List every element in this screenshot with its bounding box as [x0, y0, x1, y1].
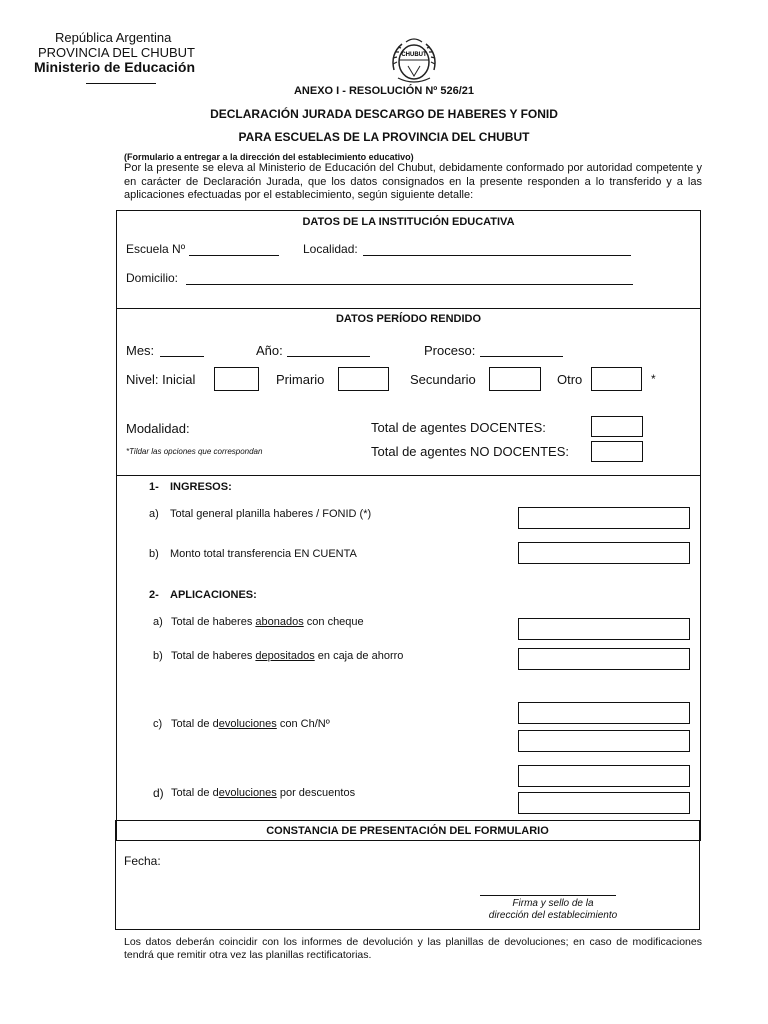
aplicaciones-c-field-1[interactable]	[518, 702, 690, 724]
aplicaciones-c-letter: c)	[153, 718, 163, 730]
aplicaciones-num: 2-	[149, 589, 159, 601]
primario-checkbox[interactable]	[338, 367, 389, 391]
firma-line[interactable]	[480, 895, 616, 896]
no-docentes-field[interactable]	[591, 441, 643, 462]
ingresos-num: 1-	[149, 481, 159, 493]
docentes-label: Total de agentes DOCENTES:	[371, 420, 546, 435]
no-docentes-label: Total de agentes NO DOCENTES:	[371, 444, 569, 459]
institucion-title: DATOS DE LA INSTITUCIÓN EDUCATIVA	[302, 216, 515, 228]
declaracion-title: DECLARACIÓN JURADA DESCARGO DE HABERES Y FONID	[210, 107, 558, 121]
modalidad-label: Modalidad:	[126, 421, 190, 436]
mes-field[interactable]	[160, 356, 204, 357]
ingresos-a-label: Total general planilla haberes / FONID (*)	[170, 508, 372, 520]
seal-text: CHUBUT	[401, 52, 427, 58]
aplicaciones-b-field[interactable]	[518, 648, 690, 670]
aplicaciones-c-field-2[interactable]	[518, 730, 690, 752]
nivel-inicial-label: Nivel: Inicial	[126, 372, 196, 387]
inicial-checkbox[interactable]	[214, 367, 259, 391]
tildar-note: *Tildar las opciones que correspondan	[126, 447, 263, 456]
domicilio-field[interactable]	[186, 284, 633, 285]
aplicaciones-title: APLICACIONES:	[170, 589, 257, 601]
localidad-label: Localidad:	[303, 242, 358, 256]
primario-label: Primario	[276, 372, 325, 387]
otro-asterisk: *	[651, 372, 656, 386]
anio-field[interactable]	[287, 356, 370, 357]
aplicaciones-d-label: Total de devoluciones por descuentos	[171, 787, 356, 799]
header-provincia: PROVINCIA DEL CHUBUT	[38, 45, 195, 60]
ingresos-a-field[interactable]	[518, 507, 690, 529]
anio-label: Año:	[256, 343, 283, 358]
header-ministerio: Ministerio de Educación	[34, 59, 196, 75]
aplicaciones-a-letter: a)	[153, 616, 163, 628]
aplicaciones-d-letter: d)	[153, 786, 164, 800]
firma-label-2: dirección del establecimiento	[488, 910, 618, 921]
ingresos-b-label: Monto total transferencia EN CUENTA	[170, 548, 357, 560]
aplicaciones-b-letter: b)	[153, 650, 163, 662]
ingresos-title: INGRESOS:	[170, 481, 232, 493]
fecha-label: Fecha:	[124, 854, 161, 868]
periodo-title: DATOS PERÍODO RENDIDO	[335, 313, 482, 325]
otro-label: Otro	[557, 372, 583, 387]
secundario-checkbox[interactable]	[489, 367, 541, 391]
ingresos-a-letter: a)	[149, 508, 159, 520]
constancia-title: CONSTANCIA DE PRESENTACIÓN DEL FORMULARIO	[266, 825, 549, 837]
chubut-seal-icon	[386, 36, 442, 86]
domicilio-label: Domicilio:	[126, 271, 179, 285]
aplicaciones-d-field-2[interactable]	[518, 792, 690, 814]
otro-checkbox[interactable]	[591, 367, 642, 391]
header-republica: República Argentina	[55, 30, 172, 45]
localidad-field[interactable]	[363, 255, 631, 256]
aplicaciones-a-field[interactable]	[518, 618, 690, 640]
ingresos-b-letter: b)	[149, 548, 159, 560]
firma-label-1: Firma y sello de la	[512, 898, 594, 909]
anexo-title: ANEXO I - RESOLUCIÓN Nº 526/21	[293, 85, 475, 97]
mes-label: Mes:	[126, 343, 155, 358]
ingresos-b-field[interactable]	[518, 542, 690, 564]
aplicaciones-a-label: Total de haberes abonados con cheque	[171, 616, 364, 628]
escuelas-title: PARA ESCUELAS DE LA PROVINCIA DEL CHUBUT	[238, 130, 530, 144]
footer-text: Los datos deberán coincidir con los informes de devolución y las planillas de devoluciones; en caso de modificaciones tendrá que remitir otra vez las planillas rectificatorias.	[124, 936, 702, 961]
proceso-field[interactable]	[480, 356, 563, 357]
aplicaciones-b-label: Total de haberes depositados en caja de ahorro	[171, 650, 404, 662]
aplicaciones-c-label: Total de devoluciones con Ch/Nº	[171, 718, 330, 730]
header-divider	[86, 83, 156, 84]
proceso-label: Proceso:	[424, 343, 476, 358]
intro-paragraph: Por la presente se eleva al Ministerio de Educación del Chubut, debidamente conformado por autoridad competente y en carácter de Declaración Jurada, que los datos consignados en la presente responden a lo transferido y a las aplicaciones efectuadas por el establecimiento, según siguiente detalle:	[124, 162, 702, 201]
intro-note: (Formulario a entregar a la dirección del establecimiento educativo)	[124, 152, 414, 162]
escuela-field[interactable]	[189, 255, 279, 256]
escuela-label: Escuela Nº	[126, 242, 186, 256]
docentes-field[interactable]	[591, 416, 643, 437]
secundario-label: Secundario	[410, 372, 476, 387]
aplicaciones-d-field-1[interactable]	[518, 765, 690, 787]
